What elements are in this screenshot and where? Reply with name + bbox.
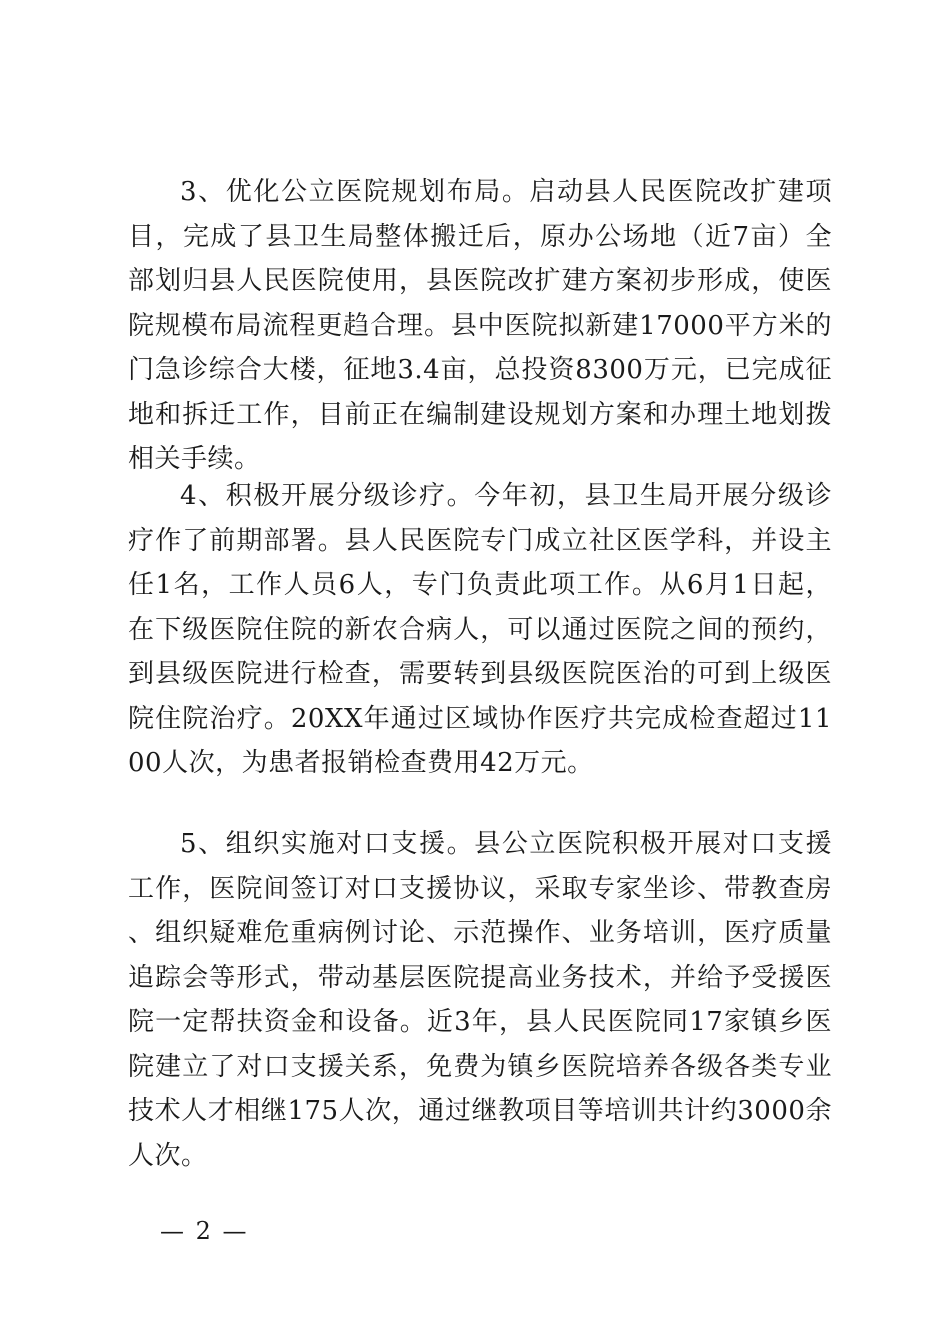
paragraph-tiered-diagnosis: 4、积极开展分级诊疗。今年初，县卫生局开展分级诊疗作了前期部署。县人民医院专门成立社区医学科，并设主任1名，工作人员6人，专门负责此项工作。从6月1日起，在下级医院住院的新农合病人，可以通过医院之间的预约，到县级医院进行检查，需要转到县级医院医治的可到上级医院住院治疗。20XX年通过区域协作医疗共完成检查超过1100人次，为患者报销检查费用42万元。 — [128, 481, 832, 778]
paragraph-paired-assistance: 5、组织实施对口支援。县公立医院积极开展对口支援工作，医院间签订对口支援协议，采取专家坐诊、带教查房、组织疑难危重病例讨论、示范操作、业务培训，医疗质量追踪会等形式，带动基层医院提高业务技术，并给予受援医院一定帮扶资金和设备。近3年，县人民医院同17家镇乡医院建立了对口支援关系，免费为镇乡医院培养各级各类专业技术人才相继175人次，通过继教项目等培训共计约3000余人次。 — [128, 829, 832, 1171]
paragraph-public-hospital-layout: 3、优化公立医院规划布局。启动县人民医院改扩建项目，完成了县卫生局整体搬迁后，原办公场地（近7亩）全部划归县人民医院使用，县医院改扩建方案初步形成，使医院规模布局流程更趋合理。县中医院拟新建17000平方米的门急诊综合大楼，征地3.4亩，总投资8300万元，已完成征地和拆迁工作，目前正在编制建设规划方案和办理土地划拨相关手续。 — [128, 177, 832, 474]
page-number: — 2 — — [160, 1217, 249, 1245]
